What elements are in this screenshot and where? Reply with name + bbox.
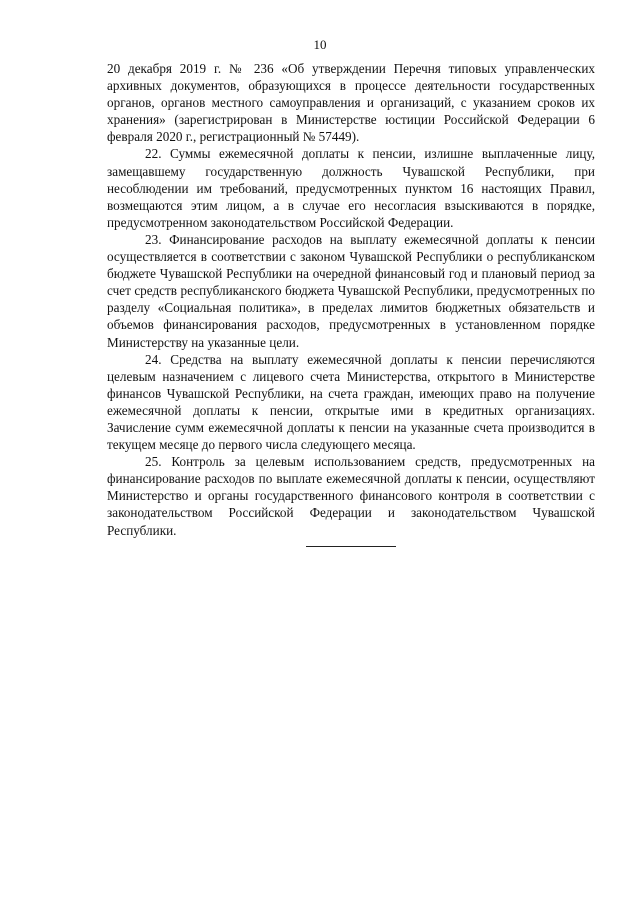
page-number: 10 [313, 37, 327, 52]
paragraph-23: 23. Финансирование расходов на выплату ежемесячной доплаты к пенсии осуществляется в соответствии с законом Чувашской Республики о республиканском бюджете Чувашской Республики на очередной финансовый год и плановый период за счет средств республиканского бюджета Чувашской Республики, предусмотренных по разделу «Социальная политика», в пределах лимитов бюджетных обязательств и объемов финансирования расходов, предусмотренных в установленном порядке Министерству на указанные цели. [107, 231, 595, 350]
paragraph-continuation: 20 декабря 2019 г. № 236 «Об утверждении Перечня типовых управленческих архивных документов, образующихся в процессе деятельности государственных органов, органов местного самоуправления и организаций, с указанием сроков их хранения» (зарегистрирован в Министерстве юстиции Российской Федерации 6 февраля 2020 г., регистрационный № 57449). [107, 61, 595, 145]
paragraph-24: 24. Средства на выплату ежемесячной доплаты к пенсии перечисляются целевым назначением с лицевого счета Министерства, открытого в Министерстве финансов Чувашской Республики, на счета граждан, имеющих право на получение ежемесячной доплаты к пенсии, открытые ими в кредитных организациях. Зачисление сумм ежемесячной доплаты к пенсии на указанные счета производится в текущем месяце до первого числа следующего месяца. [107, 351, 595, 453]
paragraph-22: 22. Суммы ежемесячной доплаты к пенсии, излишне выплаченные лицу, замещавшему государственную должность Чувашской Республики, при несоблюдении им требований, предусмотренных пунктом 16 настоящих Правил, возмещаются этим лицом, а в случае его несогласия взыскиваются в порядке, предусмотренном законодательством Российской Федерации. [107, 146, 595, 230]
paragraph-25: 25. Контроль за целевым использованием средств, предусмотренных на финансирование расходов по выплате ежемесячной доплаты к пенсии, осуществляют Министерство и органы государственного финансового контроля в соответствии с законодательством Российской Федерации и законодательством Чувашской Республики. [107, 454, 595, 538]
end-divider-line [306, 546, 396, 547]
document-body [107, 60, 595, 539]
